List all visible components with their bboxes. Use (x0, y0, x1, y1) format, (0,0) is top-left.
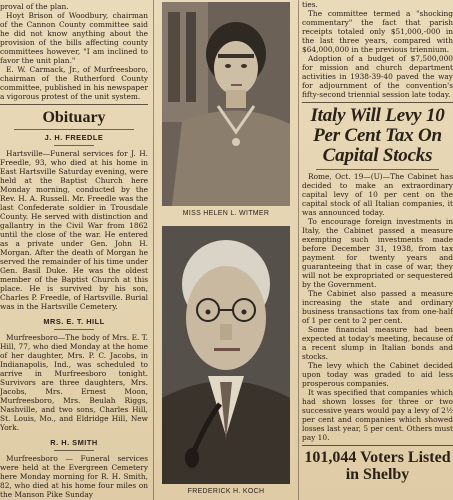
story-paragraph: It was specified that companies which had shown losses for three or two successive years would pay a levy of 2½ per cent and companies which showed losses last year, 5 per cent. Others must pay 10. (302, 388, 453, 442)
heading-underline (14, 129, 134, 130)
photo-caption: MISS HELEN L. WITMER (182, 210, 270, 217)
right-column (302, 0, 453, 500)
obit-text: Hartsville—Funeral services for J. H. Freedle, 93, who died at his home in East Hartsville Saturday evening, were held at the Baptist Church here Monday morning, conducted by the Rev. H. A. Russell. Mr. Freedle was the last Confederate soldier in Trousdale County. He served with distinction and gallantry in the Civil War from 1862 until the close of the war. He entered as a private under Gen. John H. Morgan. After the death of Morgan he served the remainder of his time under Gen. Basil Duke. He was the oldest member of the Baptist Church at this place. He is survived by his son, Charles P. Freedle, of Hartsville. Burial was in the Hartsville Cemetery. (0, 149, 148, 311)
obit-text: Murfreesboro—The body of Mrs. E. T. Hill, 77, who died Monday at the home of her daughter, Mrs. P. C. Jacobs, in Indianapolis, Ind., was scheduled to arrive in Murfreesboro tonight. Survivors are three daughters, Mrs. Jacobs, Mrs. Ernest Moon, Murfreesboro, Mrs. Beulah Riggs, Nashville, and two sons, Charles Hill, St. Louis, Mo., and Eldridge Hill, New York. (0, 333, 148, 432)
obituary-heading: Obituary (42, 109, 106, 126)
story-paragraph: To encourage foreign investments in Italy, the Cabinet passed a measure exempting such investments made before December 31, 1938, from tax payment for twenty years and guaranteeing that in case of war, they will not be expropriated or sequestered by the Government. (302, 217, 453, 289)
obit-name: J. H. FREEDLE (44, 133, 104, 142)
obit-text: Murfreesboro — Funeral services were held at the Evergreen Cemetery here Monday morning for R. H. Smith, 82, who died at his home four miles on the Manson Pike Sunday (0, 454, 148, 499)
article-paragraph: The committee termed a "shocking commentary" the fact that parish receipts totaled only $51,000,-000 in the last three years, compared with $64,000,000 in the previous triennium. (302, 9, 453, 54)
story-paragraph: Some financial measure had been expected at today's meeting, because of a recent slump in Italian bonds and stocks. (302, 325, 453, 361)
italy-headline: Italy Will Levy 10 Per Cent Tax On Capital Stocks (310, 105, 445, 166)
column-rule (298, 0, 299, 500)
middle-column (158, 0, 294, 500)
portrait-witmer-image (162, 2, 290, 206)
story-paragraph: The Cabinet also passed a measure increasing the state and ordinary business transactions tax from one-half of 1 per cent to 2 per cent. (302, 289, 453, 325)
portrait-koch-image (162, 226, 290, 484)
intro-fragment: proval of the plan. (0, 2, 69, 11)
headline-underline (316, 169, 439, 170)
article-paragraph: E. W. Carmack, Jr., of Murfreesboro, chairman of the Rutherford County committee, published in his newspaper a vigorous protest of the unit system. (0, 65, 148, 101)
left-column (0, 0, 148, 500)
column-rule (153, 0, 154, 500)
section-divider (302, 445, 453, 446)
obit-name: MRS. E. T. HILL (43, 317, 105, 326)
name-rule (54, 450, 94, 451)
photo-caption: FREDERICK H. KOCH (187, 488, 265, 495)
voters-headline: 101,044 Voters Listed in Shelby (304, 449, 451, 483)
article-fragment: ties. (302, 0, 318, 9)
name-rule (54, 145, 94, 146)
portrait-photo-witmer (162, 2, 290, 206)
article-paragraph: Hoyt Brison of Woodbury, chairman of the Cannon County committee said he did not know anything about the provision of the bills affecting county committees however, "I am inclined to favor the unit plan." (0, 11, 148, 65)
name-rule (54, 329, 94, 330)
section-divider (302, 102, 453, 103)
section-divider (0, 104, 148, 105)
obit-name: R. H. SMITH (50, 438, 98, 447)
portrait-photo-koch (162, 226, 290, 484)
story-paragraph: Rome, Oct. 19—(U)—The Cabinet has decided to make an extraordinary capital levy of 10 per cent on the capital stock of all Italian companies, it was announced today. (302, 172, 453, 217)
article-paragraph: Adoption of a budget of $7,500,000 for mission and church department activities in 1938-39-40 paved the way for adjournment of the convention's fifty-second triennial session late today. (302, 54, 453, 99)
story-paragraph: The levy which the Cabinet decided upon today was graded to aid less prosperous companies. (302, 361, 453, 388)
